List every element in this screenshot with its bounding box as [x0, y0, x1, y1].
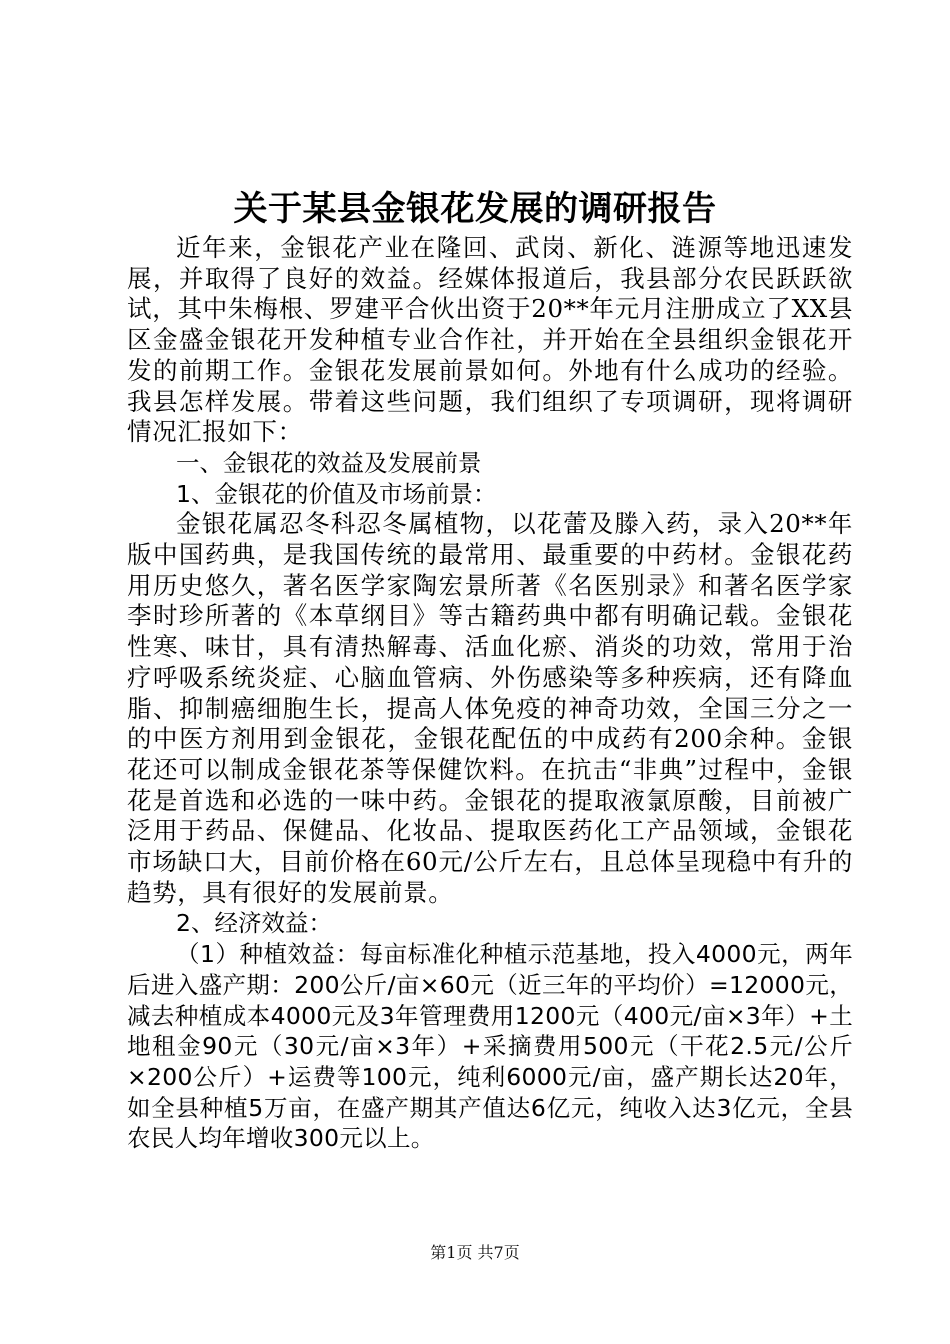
section-heading: 一、金银花的效益及发展前景: [176, 448, 482, 477]
document-title: 关于某县金银花发展的调研报告: [233, 189, 717, 229]
intro-paragraph: 近年来，金银花产业在隆回、武岗、新化、涟源等地迅速发展，并取得了良好的效益。经媒体报道后，我县部分农民跃跃欲试，其中朱梅根、罗建平合伙出资于20**年元月注册成立了XX县区金盛金银花开发种植专业合作社，并开始在全县组织金银花开发的前期工作。金银花发展前景如何。外地有什么成功的经验。我县怎样发展。带着这些问题，我们组织了专项调研，现将调研情况汇报如下：: [127, 233, 853, 447]
page-number-footer: 第1页 共7页: [430, 1243, 520, 1262]
document-body: [127, 233, 853, 1154]
planting-benefit-paragraph: （1）种植效益：每亩标准化种植示范基地，投入4000元，两年后进入盛产期：200公斤/亩×60元（近三年的平均价）=12000元，减去种植成本4000元及3年管理费用1200元（400元/亩×3年）+土地租金90元（30元/亩×3年）+采摘费用500元（干花2.5元/公斤×200公斤）+运费等100元，纯利6000元/亩，盛产期长达20年，如全县种植5万亩，在盛产期其产值达6亿元，纯收入达3亿元，全县农民人均年增收300元以上。: [127, 940, 853, 1153]
subsection-heading: 2、经济效益：: [176, 909, 332, 938]
value-paragraph: 金银花属忍冬科忍冬属植物，以花蕾及滕入药，录入20**年版中国药典，是我国传统的最常用、最重要的中药材。金银花药用历史悠久，著名医学家陶宏景所著《名医别录》和著名医学家李时珍所著的《本草纲目》等古籍药典中都有明确记载。金银花性寒、味甘，具有清热解毒、活血化瘀、消炎的功效，常用于治疗呼吸系统炎症、心脑血管病、外伤感染等多种疾病，还有降血脂、抑制癌细胞生长，提高人体免疫的神奇功效，全国三分之一的中医方剂用到金银花，金银花配伍的中成药有200余种。金银花还可以制成金银花茶等保健饮料。在抗击“非典”过程中，金银花是首选和必选的一味中药。金银花的提取液氯原酸，目前被广泛用于药品、保健品、化妆品、提取医药化工产品领域，金银花市场缺口大，目前价格在60元/公斤左右，且总体呈现稳中有升的趋势，具有很好的发展前景。: [127, 509, 853, 907]
subsection-heading: 1、金银花的价值及市场前景：: [176, 479, 497, 508]
